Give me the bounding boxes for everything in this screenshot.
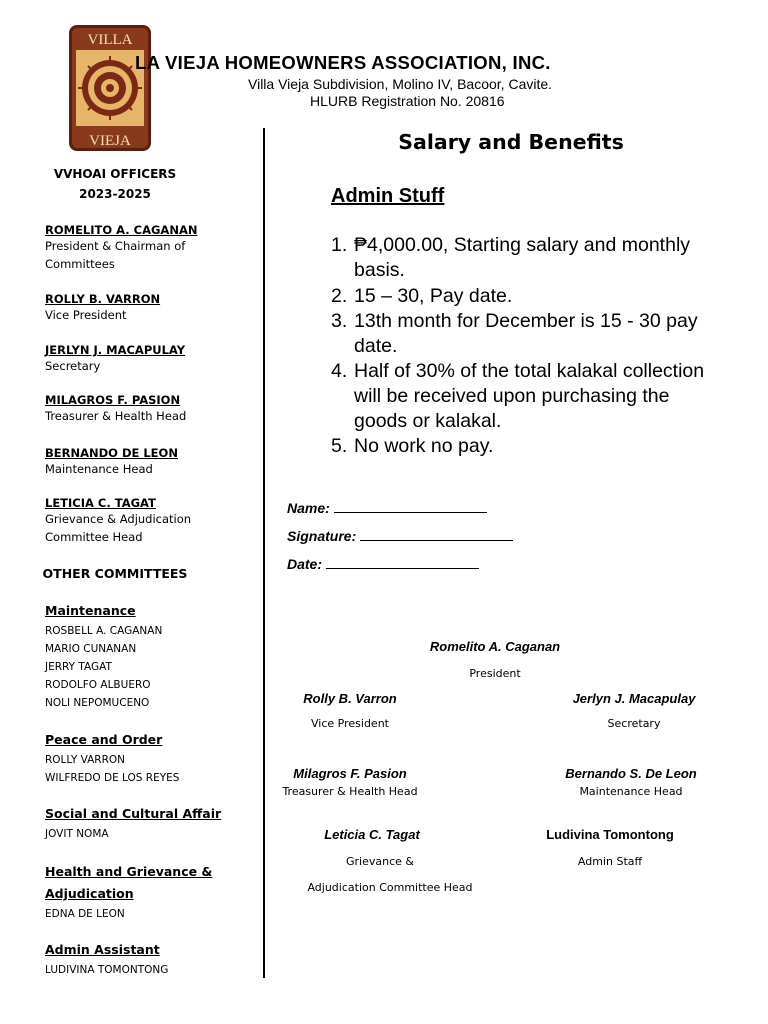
signatory-name: Bernando S. De Leon [565, 766, 697, 781]
signatory-role: President [469, 667, 521, 680]
committee-block [45, 803, 221, 843]
committee-title: Admin Assistant [45, 942, 160, 957]
signatory-name: Milagros F. Pasion [293, 766, 407, 781]
committee-title: Peace and Order [45, 732, 163, 747]
officer-entry [45, 393, 186, 425]
list-text: 13th month for December is 15 - 30 pay [354, 310, 698, 332]
officers-term: 2023-2025 [79, 187, 151, 201]
committee-title: Adjudication [45, 886, 134, 901]
signature-blank-line[interactable] [360, 527, 513, 541]
officer-role: Vice President [45, 308, 127, 322]
list-text: goods or kalakal. [354, 410, 502, 432]
signature-field[interactable] [287, 527, 513, 544]
signatory-role: Adjudication Committee Head [307, 881, 473, 894]
list-text: date. [354, 335, 398, 357]
officer-entry [45, 292, 160, 324]
committee-member: WILFREDO DE LOS REYES [45, 772, 180, 784]
officers-heading: VVHOAI OFFICERS [53, 167, 177, 181]
officer-role: Committees [45, 257, 115, 271]
officer-role: Secretary [45, 359, 101, 373]
signatory-role: Maintenance Head [579, 785, 683, 798]
officer-name: LETICIA C. TAGAT [45, 496, 156, 510]
committee-block [45, 861, 212, 923]
villa-vieja-logo [68, 24, 152, 152]
committee-member: JERRY TAGAT [45, 661, 112, 673]
committee-member: NOLI NEPOMUCENO [45, 697, 150, 709]
signatory-role: Vice President [311, 717, 389, 730]
column-divider [263, 128, 265, 978]
officer-entry [45, 446, 178, 478]
date-label: Date: [287, 556, 323, 572]
registration-number: HLURB Registration No. 20816 [310, 93, 505, 109]
list-text: ₱4,000.00, Starting salary and monthly [354, 234, 691, 256]
committee-member: RODOLFO ALBUERO [45, 679, 151, 691]
signatory-role: Secretary [607, 717, 661, 730]
date-field[interactable] [287, 555, 479, 572]
officer-entry [45, 223, 197, 273]
list-text: basis. [354, 259, 405, 281]
signature-label: Signature: [287, 528, 357, 544]
officer-role: Treasurer & Health Head [45, 409, 187, 423]
committee-member: JOVIT NOMA [45, 828, 109, 840]
committee-member: ROLLY VARRON [45, 754, 126, 766]
section-heading: Admin Stuff [331, 185, 445, 207]
signatory-name: Ludivina Tomontong [546, 827, 674, 842]
committee-block [45, 600, 162, 712]
officer-entry [45, 343, 185, 375]
other-committees-heading: OTHER COMMITTEES [42, 566, 188, 581]
officer-name: ROMELITO A. CAGANAN [45, 223, 198, 237]
list-number: 5. [331, 435, 348, 457]
committee-block [45, 729, 179, 787]
committee-member: ROSBELL A. CAGANAN [45, 625, 163, 637]
logo-bottom-text: VIEJA [89, 133, 131, 149]
committee-member: LUDIVINA TOMONTONG [45, 964, 169, 976]
officer-role: Grievance & Adjudication [45, 512, 192, 526]
signatory-name: Leticia C. Tagat [324, 827, 420, 842]
officer-name: ROLLY B. VARRON [45, 292, 161, 306]
signatory-role: Grievance & [346, 855, 414, 868]
officer-name: JERLYN J. MACAPULAY [45, 343, 186, 357]
committee-title: Health and Grievance & [45, 864, 213, 879]
name-label: Name: [287, 500, 330, 516]
signatory-name: Jerlyn J. Macapulay [572, 691, 696, 706]
list-number: 3. [331, 310, 348, 332]
logo-top-text: VILLA [87, 32, 133, 48]
officer-name: MILAGROS F. PASION [45, 393, 181, 407]
officer-role: President & Chairman of [45, 239, 186, 253]
committee-title: Maintenance [45, 603, 136, 618]
name-field[interactable] [287, 499, 487, 516]
organization-name: LA VIEJA HOMEOWNERS ASSOCIATION, INC. [135, 52, 551, 73]
committee-member: MARIO CUNANAN [45, 643, 137, 655]
list-text: 15 – 30, Pay date. [354, 285, 513, 307]
organization-address: Villa Vieja Subdivision, Molino IV, Bacoor, Cavite. [248, 76, 553, 92]
date-blank-line[interactable] [326, 555, 479, 569]
signatory-role: Admin Staff [577, 855, 643, 868]
officer-name: BERNANDO DE LEON [45, 446, 178, 460]
officer-role: Committee Head [45, 530, 143, 544]
officer-entry [45, 496, 191, 546]
officer-role: Maintenance Head [45, 462, 153, 476]
name-blank-line[interactable] [334, 499, 487, 513]
list-text: Half of 30% of the total kalakal collection [354, 360, 705, 382]
signatory-role: Treasurer & Health Head [282, 785, 418, 798]
committee-title: Social and Cultural Affair [45, 806, 222, 821]
page-title: Salary and Benefits [398, 130, 624, 154]
signatory-name: Romelito A. Caganan [429, 639, 561, 654]
committee-member: EDNA DE LEON [45, 908, 125, 920]
committee-block [45, 939, 168, 979]
signatory-name: Rolly B. Varron [303, 691, 397, 706]
list-text: will be received upon purchasing the [354, 385, 670, 407]
list-number: 2. [331, 285, 348, 307]
list-number: 4. [331, 360, 348, 382]
list-text: No work no pay. [354, 435, 494, 457]
list-number: 1. [331, 234, 348, 256]
